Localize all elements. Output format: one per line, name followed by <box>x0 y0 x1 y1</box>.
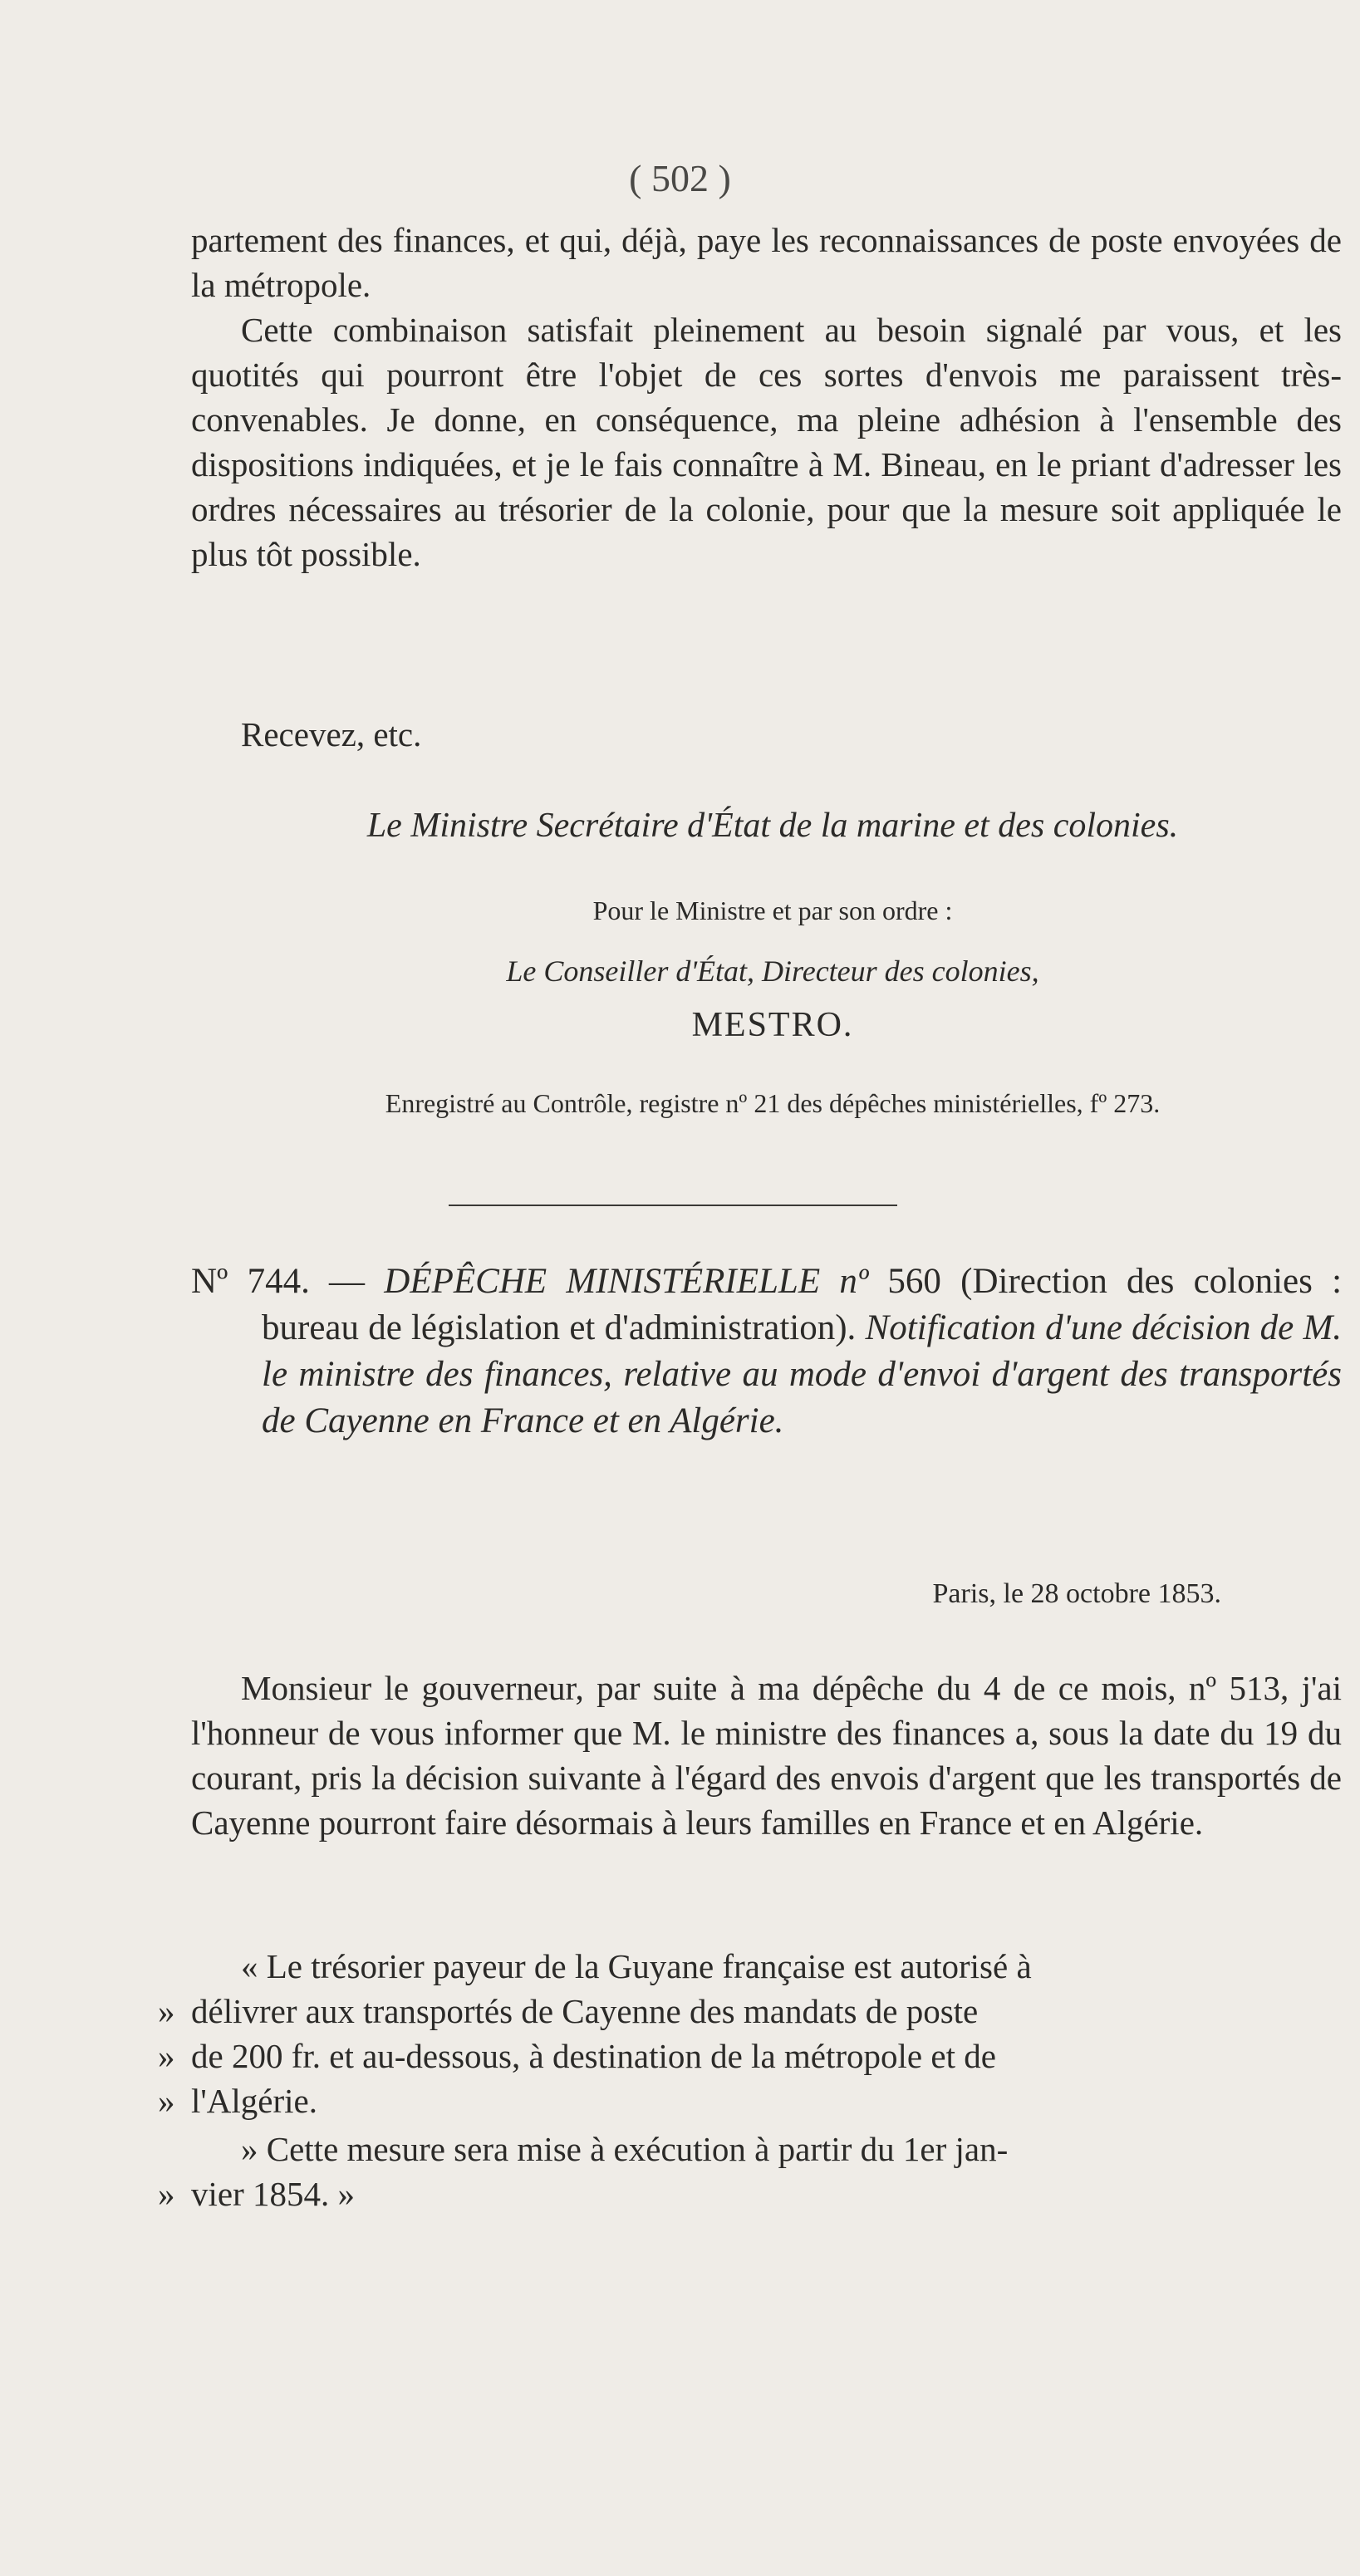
signature-name: MESTRO. <box>691 1006 854 1044</box>
closing-recevez: Recevez, etc. <box>241 715 422 753</box>
page-number: ( 502 ) <box>629 157 731 199</box>
paragraph-combination <box>191 307 1342 577</box>
dateline: Paris, le 28 octobre 1853. <box>932 1578 1221 1609</box>
quote-mark: » <box>158 2037 175 2075</box>
order-line: Pour le Ministre et par son ordre : <box>592 895 953 925</box>
quote-line <box>158 1989 1342 2034</box>
continuation-paragraph: partement des finances, et qui, déjà, paye les reconnaissances de poste envoyées de la métropole. <box>191 221 1342 304</box>
dispatch-title: DÉPÊCHE MINISTÉRIELLE <box>384 1262 821 1301</box>
quote-line-text: délivrer aux transportés de Cayenne des mandats de poste <box>191 1992 979 2030</box>
conseiller-line: Le Conseiller d'État, Directeur des colonies, <box>506 954 1039 988</box>
dispatch-heading <box>191 1259 1342 1445</box>
quote-line: » Cette mesure sera mise à exécution à partir du 1er jan- <box>241 2130 1009 2168</box>
minister-title: Le Ministre Secrétaire d'État de la marine et des colonies. <box>366 807 1179 845</box>
dispatch-subject: Notification d'une décision de M. le ministre des finances, relative au mode d'envoi d'argent des transportés de Cayenne en France et en Algérie. <box>262 1308 1343 1440</box>
quote-block-1 <box>158 1944 1342 2123</box>
quote-line <box>158 2171 1342 2216</box>
dispatch-direction: (Direction des colonies : bureau de législation et d'administration). <box>262 1262 1343 1347</box>
quote-line <box>158 2078 1342 2123</box>
body-paragraph: Monsieur le gouverneur, par suite à ma dépêche du 4 de ce mois, nº 513, j'ai l'honneur de vous informer que M. le ministre des finances a, sous la date du 19 du courant, pris la décision suivante à l'égard des envois d'argent que les transportés de Cayenne pourront faire désormais à leurs familles en France et en Algérie. <box>191 1669 1342 1842</box>
dispatch-no-value: 560 <box>887 1262 941 1301</box>
quote-line: « Le trésorier payeur de la Guyane française est autorisé à <box>241 1947 1032 1985</box>
registration-note: Enregistré au Contrôle, registre nº 21 des dépêches ministérielles, fº 273. <box>385 1088 1161 1118</box>
quote-line-text: l'Algérie. <box>191 2082 317 2120</box>
quote-line-text: de 200 fr. et au-dessous, à destination de la métropole et de <box>191 2037 996 2075</box>
section-divider <box>449 1205 897 1206</box>
quote-mark: » <box>158 2082 175 2120</box>
dispatch-number: Nº 744. — <box>191 1262 366 1301</box>
dispatch-no-label: nº <box>839 1262 869 1301</box>
quote-line-text: vier 1854. » <box>191 2175 355 2213</box>
quote-mark: » <box>158 2175 175 2213</box>
quote-block-2 <box>158 2127 1342 2216</box>
paragraph-text: Cette combinaison satisfait pleinement au besoin signalé par vous, et les quotités qui pourront être l'objet de ces sortes d'envois me paraissent très-convenables. Je donne, en conséquence, ma pleine adhésion à l'ensemble des dispositions indiquées, et je le fais connaître à M. Bineau, en le priant d'adresser les ordres nécessaires au trésorier de la colonie, pour que la mesure soit appliquée le plus tôt possible. <box>191 311 1342 573</box>
quote-line <box>158 2034 1342 2078</box>
quote-mark: » <box>158 1992 175 2030</box>
